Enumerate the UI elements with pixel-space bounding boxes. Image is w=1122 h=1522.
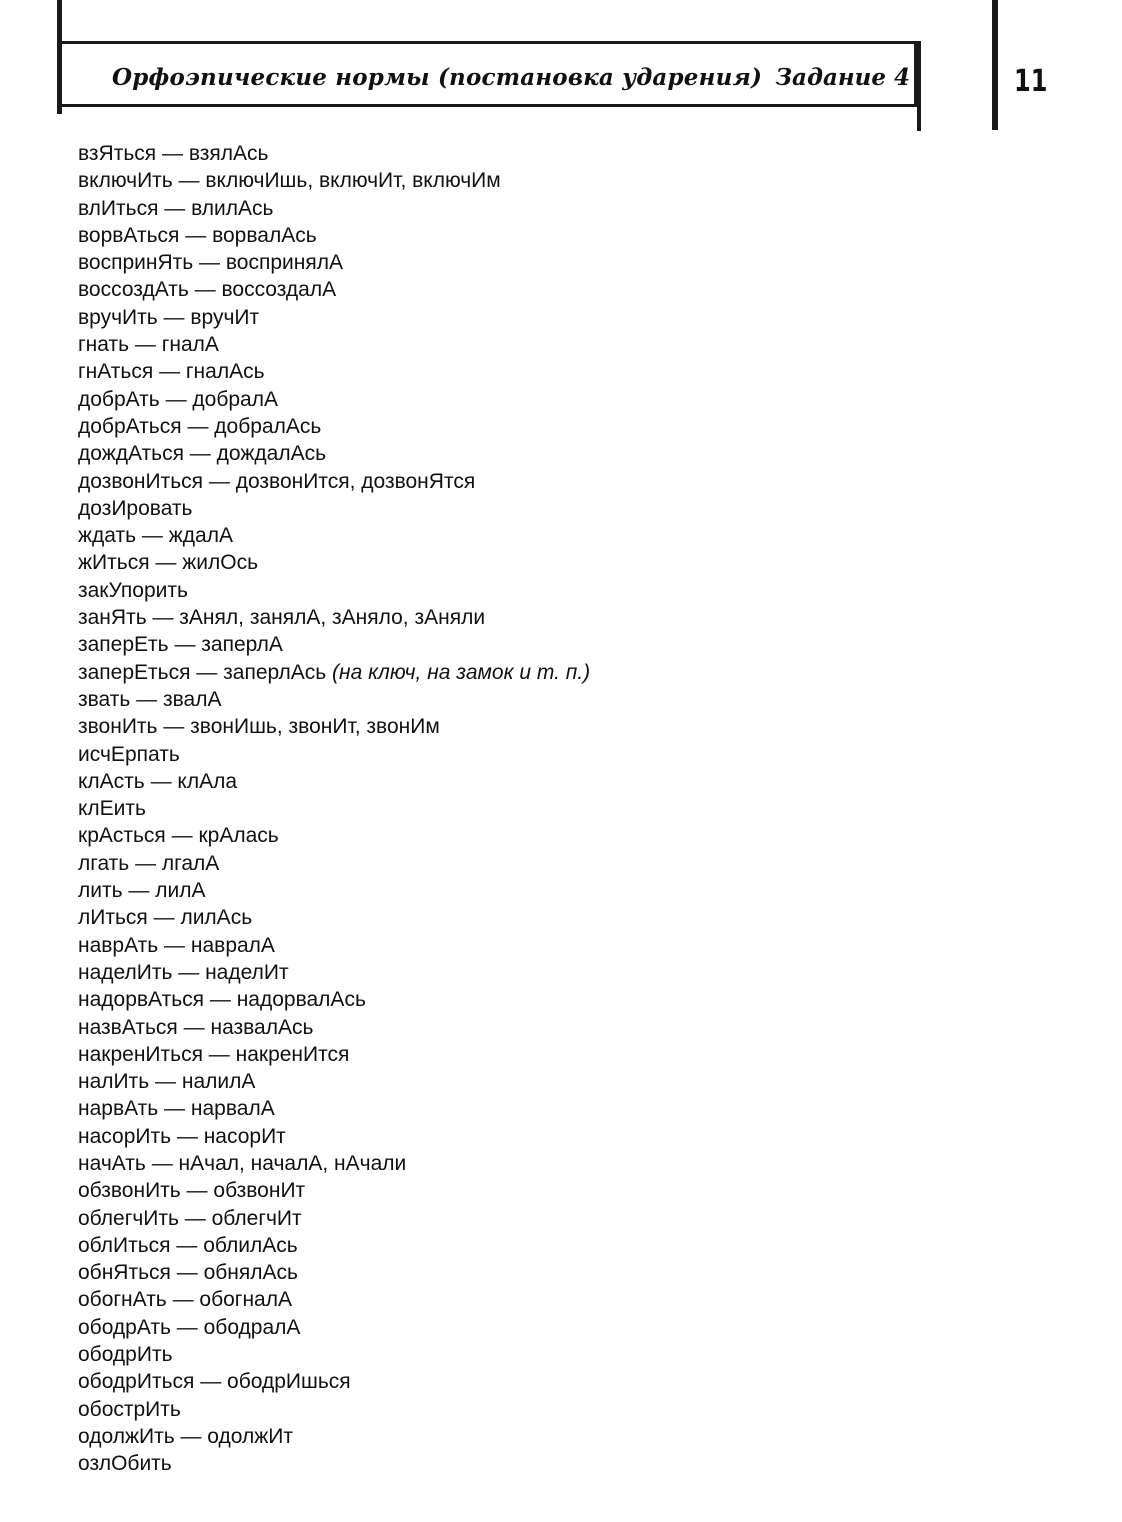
- entry-text: клАсть — клАла: [78, 769, 238, 793]
- word-entry: [78, 1014, 590, 1041]
- word-entry: [78, 167, 590, 194]
- entry-text: вручИть — вручИт: [78, 305, 260, 329]
- entry-text: добрАть — добралА: [78, 387, 278, 411]
- word-entry: [78, 331, 590, 358]
- entry-text: взЯться — взялАсь: [78, 142, 269, 165]
- entry-text: озлОбить: [78, 1452, 172, 1476]
- word-entry: [78, 304, 590, 331]
- entry-text: воспринЯть — восприня‌лА: [78, 251, 343, 275]
- entry-text: лИться — лилАсь: [78, 906, 253, 930]
- entry-text: заперЕть — заперлА: [78, 633, 283, 657]
- word-entry: [78, 1177, 590, 1204]
- word-entry: [78, 604, 590, 631]
- entry-text: гнать — гналА: [78, 333, 219, 357]
- word-entry: [78, 659, 590, 686]
- entry-text: лгать — лгалА: [78, 851, 220, 875]
- word-entry: [78, 795, 590, 822]
- entry-text: гнАться — гналАсь: [78, 360, 265, 384]
- word-entry: [78, 440, 590, 467]
- word-entry: [78, 713, 590, 740]
- entry-text: клЕить: [78, 797, 146, 821]
- word-entry: [78, 741, 590, 768]
- word-entry: [78, 768, 590, 795]
- word-entry: [78, 1232, 590, 1259]
- entry-text: обогнАть — обогналА: [78, 1288, 292, 1312]
- word-entry: [78, 358, 590, 385]
- entry-text: дождАться — дождалАсь: [78, 442, 327, 466]
- word-entry: [78, 413, 590, 440]
- entry-text: заперЕться — заперлАсь: [78, 660, 327, 684]
- word-entry: [78, 1205, 590, 1232]
- word-entry: [78, 386, 590, 413]
- word-entry: [78, 468, 590, 495]
- word-entry: [78, 522, 590, 549]
- word-entry: [78, 276, 590, 303]
- word-entry: [78, 1068, 590, 1095]
- entry-text: облегчИть — облегчИт: [78, 1206, 302, 1230]
- entry-text: закУпорить: [78, 578, 188, 602]
- entry-text: ворвАться — ворвалАсь: [78, 223, 317, 247]
- word-entry: [78, 249, 590, 276]
- task-label: Задание 4: [775, 64, 910, 91]
- word-entry: [78, 1450, 590, 1477]
- word-entry: [78, 877, 590, 904]
- word-list: [78, 140, 590, 1478]
- section-title: Орфоэпические нормы (постановка ударения): [112, 64, 763, 91]
- word-entry: [78, 631, 590, 658]
- page-number: 11: [1014, 64, 1048, 99]
- word-entry: [78, 1423, 590, 1450]
- entry-text: назвАться — назвалАсь: [78, 1015, 314, 1039]
- word-entry: [78, 1041, 590, 1068]
- word-entry: [78, 1286, 590, 1313]
- entry-text: обострИть: [78, 1397, 181, 1421]
- entry-text: занЯть — зАнял, занялА, зАняло, зАняли: [78, 606, 486, 630]
- entry-text: лить — лилА: [78, 879, 206, 903]
- entry-text: добрАться — добралАсь: [78, 414, 322, 438]
- word-entry: [78, 140, 590, 167]
- header-frame-tail: [917, 41, 921, 131]
- entry-text: насорИть — насорИт: [78, 1124, 286, 1148]
- entry-text: обнЯться — обнялАсь: [78, 1261, 298, 1285]
- word-entry: [78, 986, 590, 1013]
- word-entry: [78, 850, 590, 877]
- entry-text: обзвонИть — обзвонИт: [78, 1179, 306, 1203]
- entry-text: одолжИть — одолжИт: [78, 1424, 294, 1448]
- entry-text: звонИть — звонИшь, звонИт, звонИм: [78, 715, 440, 739]
- entry-text: надорвАться — надорвалАсь: [78, 988, 366, 1012]
- entry-text: включИть — включИшь, включИт, включИм: [78, 169, 501, 193]
- entry-text: ободрАть — ободралА: [78, 1315, 301, 1339]
- entry-text: наврАть — навралА: [78, 933, 275, 957]
- entry-text: звать — звалА: [78, 687, 222, 711]
- word-entry: [78, 1259, 590, 1286]
- entry-note: (на ключ, на замок и т. п.): [332, 660, 591, 684]
- entry-text: облИться — облилАсь: [78, 1233, 298, 1257]
- entry-text: ободрИть: [78, 1343, 173, 1367]
- entry-text: дозвонИться — дозвонИтся, дозвонЯтся: [78, 469, 476, 493]
- entry-text: накренИться — накренИтся: [78, 1042, 350, 1066]
- word-entry: [78, 822, 590, 849]
- entry-text: ждать — ждалА: [78, 524, 233, 548]
- word-entry: [78, 1314, 590, 1341]
- word-entry: [78, 495, 590, 522]
- entry-text: нарвАть — нарвалА: [78, 1097, 275, 1121]
- entry-text: жИться — жилОсь: [78, 551, 259, 575]
- word-entry: [78, 577, 590, 604]
- word-entry: [78, 932, 590, 959]
- word-entry: [78, 1123, 590, 1150]
- word-entry: [78, 1095, 590, 1122]
- word-entry: [78, 904, 590, 931]
- entry-text: влИться — влилАсь: [78, 196, 274, 220]
- word-entry: [78, 222, 590, 249]
- entry-text: начАть — нАчал, началА, нАчали: [78, 1151, 407, 1175]
- word-entry: [78, 1150, 590, 1177]
- entry-text: наделИть — наделИт: [78, 960, 289, 984]
- entry-text: ободрИться — ободрИшься: [78, 1370, 351, 1394]
- word-entry: [78, 686, 590, 713]
- word-entry: [78, 549, 590, 576]
- entry-text: налИть — налилА: [78, 1070, 256, 1094]
- right-vertical-rule: [992, 0, 998, 130]
- word-entry: [78, 195, 590, 222]
- word-entry: [78, 1368, 590, 1395]
- entry-text: исчЕрпать: [78, 742, 180, 766]
- word-entry: [78, 1396, 590, 1423]
- entry-text: крАсться — крАлась: [78, 824, 279, 848]
- word-entry: [78, 959, 590, 986]
- entry-text: дозИровать: [78, 496, 193, 520]
- word-entry: [78, 1341, 590, 1368]
- entry-text: воссоздАть — воссоздалА: [78, 278, 337, 302]
